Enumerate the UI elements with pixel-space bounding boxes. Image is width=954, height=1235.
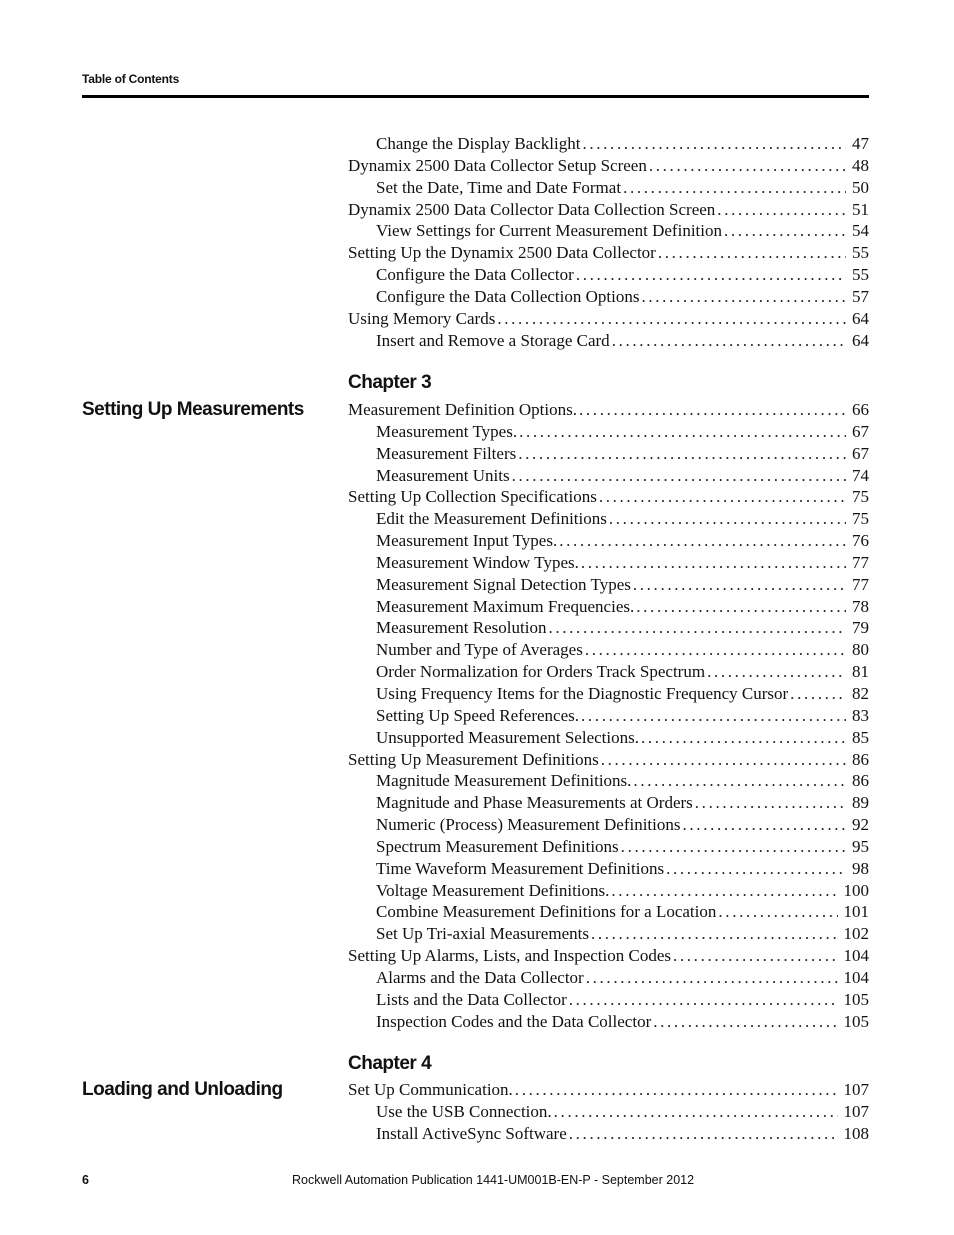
toc-entry-page: 67 [852,421,869,441]
toc-entry-title: Measurement Resolution [376,618,547,638]
toc-dot-leader [633,771,846,791]
toc-entry[interactable] [348,553,869,575]
toc-entry[interactable] [348,618,869,640]
toc-entry-title: Using Frequency Items for the Diagnostic Frequency Cursor [376,683,789,703]
toc-entry[interactable] [348,771,869,793]
toc-entry-title: Dynamix 2500 Data Collector Setup Screen [348,155,647,175]
toc-dot-leader [611,881,837,901]
toc-dot-leader [518,444,846,464]
toc-entry[interactable] [348,1102,869,1124]
toc-entry[interactable] [348,728,869,750]
toc-entry[interactable] [348,531,869,553]
toc-entry-title: Inspection Codes and the Data Collector [376,1011,652,1031]
toc-entry-page: 108 [843,1123,869,1143]
toc-dot-leader [695,793,846,813]
toc-entry-title: Measurement Input Types. [376,531,558,551]
page-number: 6 [82,1173,89,1187]
toc-entry[interactable] [348,968,869,990]
toc-entry[interactable] [348,221,869,243]
toc-entry-page: 104 [843,946,869,966]
toc-entry[interactable] [348,466,869,488]
toc-dot-leader [641,728,846,748]
toc-entry-title: Setting Up Alarms, Lists, and Inspection Codes [348,946,671,966]
toc-entry-page: 75 [852,509,869,529]
toc-entry-page: 47 [852,134,869,153]
toc-entry-page: 51 [852,199,869,219]
toc-entry-page: 101 [843,902,869,922]
toc-entry-title: Unsupported Measurement Selections. [376,727,639,747]
toc-entry-title: Number and Type of Averages [376,640,583,660]
toc-entry-title: Configure the Data Collection Options [376,286,640,306]
header-rule [82,95,869,98]
toc-entry-page: 83 [852,705,869,725]
toc-entry-title: Use the USB Connection. [376,1101,552,1121]
toc-dot-leader [601,750,846,770]
toc-entry-page: 95 [852,836,869,856]
toc-dot-leader [666,859,846,879]
toc-entry-title: Dynamix 2500 Data Collector Data Collection Screen [348,199,716,219]
toc-entry-title: Measurement Definition Options. [348,400,577,419]
toc-dot-leader [582,134,846,154]
toc-entry-page: 67 [852,443,869,463]
toc-entry[interactable] [348,990,869,1012]
toc-entry-page: 77 [852,574,869,594]
toc-dot-leader [633,575,846,595]
chapter-4-toc-list [348,1080,869,1146]
toc-entry-page: 104 [843,967,869,987]
toc-entry-page: 64 [852,330,869,350]
toc-entry-title: Configure the Data Collector [376,265,574,285]
toc-entry-title: Order Normalization for Orders Track Spectrum [376,662,706,682]
toc-entry-page: 55 [852,265,869,285]
toc-entry-page: 81 [852,662,869,682]
toc-entry-title: Using Memory Cards [348,308,496,328]
toc-entry[interactable] [348,509,869,531]
toc-entry-page: 66 [852,400,869,419]
toc-entry[interactable] [348,309,869,331]
toc-entry-page: 76 [852,531,869,551]
toc-entry-page: 48 [852,155,869,175]
toc-dot-leader [636,597,846,617]
toc-entry[interactable] [348,200,869,222]
toc-entry[interactable] [348,422,869,444]
toc-entry[interactable] [348,156,869,178]
toc-entry-page: 55 [852,243,869,263]
toc-entry-title: Measurement Types. [376,421,518,441]
toc-entry[interactable] [348,444,869,466]
toc-entry-page: 89 [852,793,869,813]
toc-dot-leader [559,531,846,551]
toc-entry-title: Combine Measurement Definitions for a Location [376,902,717,922]
toc-dot-leader [569,1124,838,1144]
toc-entry[interactable] [348,400,869,422]
toc-dot-leader [609,509,846,529]
toc-dot-leader [591,924,838,944]
toc-dot-leader [641,287,846,307]
toc-entry-title: Magnitude Measurement Definitions. [376,771,632,791]
toc-entry-page: 98 [852,858,869,878]
toc-dot-leader [790,684,846,704]
toc-entry-title: Change the Display Backlight [376,134,581,153]
toc-entry-page: 107 [843,1080,869,1099]
toc-entry-page: 77 [852,552,869,572]
toc-entry-page: 100 [843,880,869,900]
toc-dot-leader [658,243,846,263]
toc-dot-leader [724,221,846,241]
toc-entry-page: 78 [852,596,869,616]
toc-dot-leader [554,1102,838,1122]
chapter-4-label: Chapter 4 [348,1053,432,1074]
toc-entry-page: 80 [852,640,869,660]
toc-entry-page: 79 [852,618,869,638]
chapter-3-title: Setting Up Measurements [82,399,304,420]
toc-dot-leader [653,1012,837,1032]
toc-entry-title: Setting Up the Dynamix 2500 Data Collector [348,243,656,263]
toc-entry-title: Magnitude and Phase Measurements at Orders [376,793,693,813]
toc-entry[interactable] [348,597,869,619]
toc-dot-leader [623,178,846,198]
toc-entry[interactable] [348,178,869,200]
toc-entry-page: 102 [843,924,869,944]
toc-entry-title: Measurement Signal Detection Types [376,574,631,594]
toc-entry-title: Setting Up Speed References. [376,705,579,725]
toc-entry-page: 74 [852,465,869,485]
toc-entry[interactable] [348,134,869,156]
toc-entry[interactable] [348,684,869,706]
toc-entry-title: View Settings for Current Measurement Definition [376,221,722,241]
toc-entry[interactable] [348,946,869,968]
toc-dot-leader [519,422,846,442]
toc-dot-leader [515,1080,838,1100]
toc-dot-leader [586,968,838,988]
publication-info: Rockwell Automation Publication 1441-UM001B-EN-P - September 2012 [292,1173,695,1187]
toc-dot-leader [612,331,846,351]
toc-entry[interactable] [348,243,869,265]
toc-entry-title: Spectrum Measurement Definitions [376,836,619,856]
toc-entry[interactable] [348,859,869,881]
chapter-3-label: Chapter 3 [348,372,432,393]
toc-dot-leader [707,662,846,682]
toc-entry[interactable] [348,837,869,859]
toc-entry-page: 54 [852,221,869,241]
toc-entry-page: 86 [852,771,869,791]
toc-entry-page: 86 [852,749,869,769]
toc-dot-leader [718,902,837,922]
toc-entry[interactable] [348,1124,869,1146]
toc-dot-leader [497,309,846,329]
toc-entry[interactable] [348,487,869,509]
toc-entry-page: 105 [843,1011,869,1031]
toc-dot-leader [599,487,846,507]
toc-dot-leader [581,553,846,573]
toc-dot-leader [579,400,846,420]
toc-entry-page: 107 [843,1101,869,1121]
toc-dot-leader [548,618,846,638]
toc-entry[interactable] [348,331,869,353]
toc-entry[interactable] [348,793,869,815]
toc-entry-title: Measurement Filters [376,443,517,463]
toc-entry-title: Lists and the Data Collector [376,989,567,1009]
toc-dot-leader [569,990,838,1010]
toc-entry[interactable] [348,924,869,946]
chapter-4-title: Loading and Unloading [82,1079,283,1100]
toc-entry-title: Edit the Measurement Definitions [376,509,607,529]
toc-entry-title: Measurement Maximum Frequencies. [376,596,635,616]
chapter-3-toc-list [348,400,869,1033]
toc-entry-title: Insert and Remove a Storage Card [376,330,610,350]
toc-dot-leader [581,706,846,726]
toc-dot-leader [585,640,846,660]
toc-dot-leader [649,156,846,176]
toc-entry[interactable] [348,575,869,597]
toc-entry[interactable] [348,287,869,309]
toc-entry[interactable] [348,1012,869,1034]
toc-entry-page: 50 [852,177,869,197]
toc-entry[interactable] [348,902,869,924]
toc-entry-title: Time Waveform Measurement Definitions [376,858,665,878]
toc-entry[interactable] [348,881,869,903]
toc-entry[interactable] [348,662,869,684]
toc-entry-page: 64 [852,308,869,328]
toc-entry-title: Setting Up Collection Specifications [348,487,597,507]
toc-entry-title: Measurement Units [376,465,510,485]
toc-entry-page: 57 [852,286,869,306]
toc-entry[interactable] [348,1080,869,1102]
toc-entry-title: Set the Date, Time and Date Format [376,177,622,197]
toc-dot-leader [683,815,847,835]
toc-entry-page: 85 [852,727,869,747]
running-head: Table of Contents [82,72,180,86]
toc-entry-title: Set Up Communication. [348,1080,513,1099]
toc-entry-title: Install ActiveSync Software [376,1123,567,1143]
toc-entry-page: 105 [843,989,869,1009]
toc-entry[interactable] [348,815,869,837]
toc-entry-page: 75 [852,487,869,507]
toc-entry[interactable] [348,265,869,287]
toc-dot-leader [576,265,846,285]
toc-dot-leader [673,946,838,966]
toc-entry-title: Setting Up Measurement Definitions [348,749,599,769]
toc-entry-title: Alarms and the Data Collector [376,967,584,987]
toc-entry-title: Measurement Window Types. [376,552,579,572]
toc-dot-leader [717,200,846,220]
toc-entry-page: 82 [852,683,869,703]
toc-entry-title: Set Up Tri-axial Measurements [376,924,589,944]
toc-entry-title: Voltage Measurement Definitions. [376,880,610,900]
toc-dot-leader [621,837,846,857]
toc-continued-list [348,134,869,352]
toc-entry[interactable] [348,750,869,772]
toc-entry-page: 92 [852,815,869,835]
toc-dot-leader [512,466,846,486]
toc-entry[interactable] [348,706,869,728]
toc-entry-title: Numeric (Process) Measurement Definitions [376,815,681,835]
toc-entry[interactable] [348,640,869,662]
